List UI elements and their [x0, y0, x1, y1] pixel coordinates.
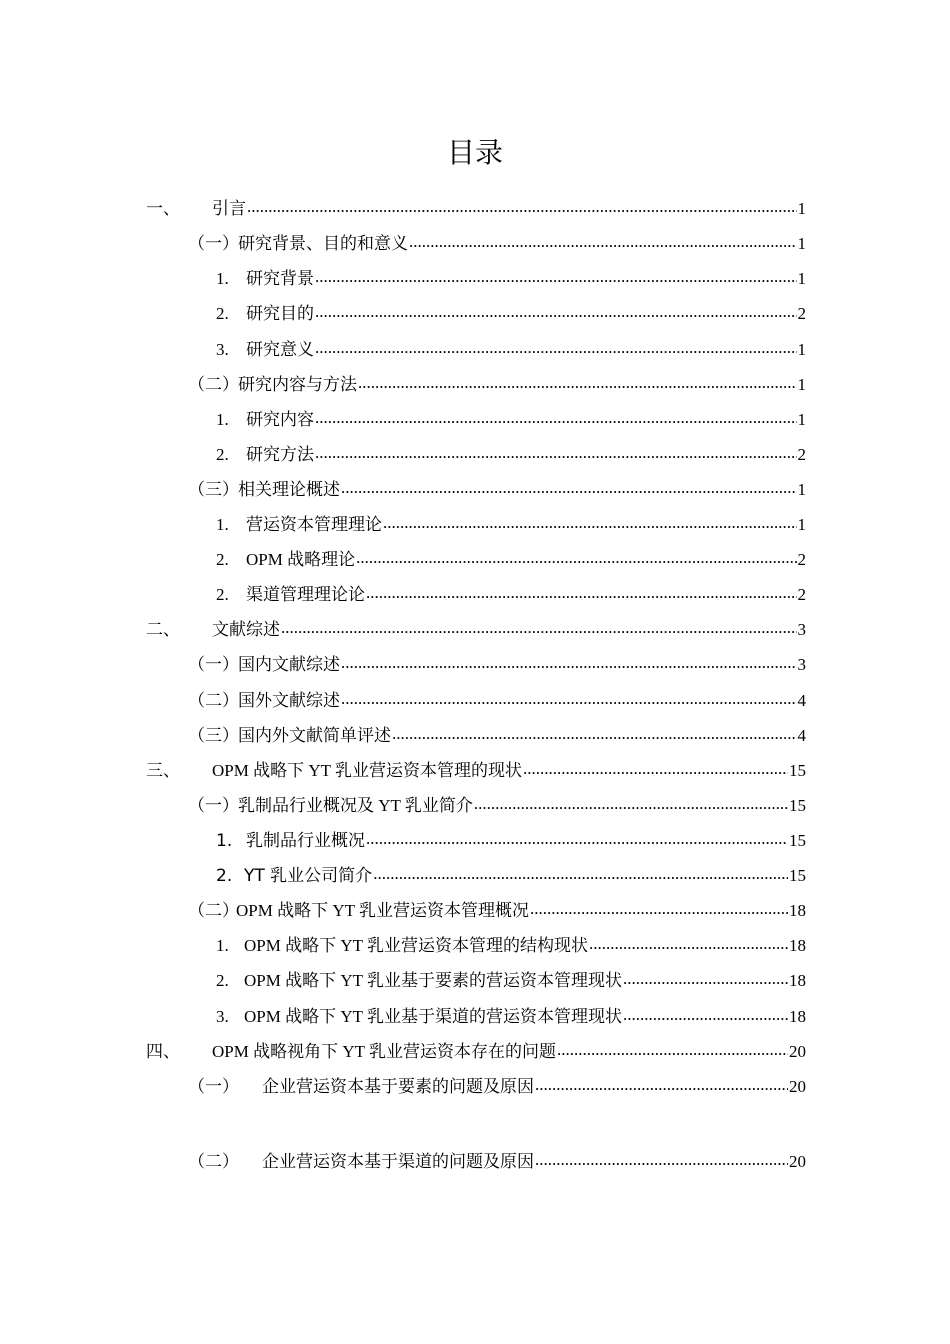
toc-entry-text: 营运资本管理理论 — [246, 515, 382, 534]
toc-leader-dots — [623, 1006, 788, 1028]
toc-entry-page: 4 — [797, 691, 806, 710]
toc-entry[interactable] — [216, 933, 806, 957]
toc-entry-number: 3. — [216, 1007, 229, 1026]
toc-entry-text: 研究意义 — [246, 340, 314, 359]
toc-entry-number: 2. — [216, 971, 229, 990]
toc-entry-text: 研究背景 — [246, 269, 314, 288]
toc-entry-number: （二） — [188, 375, 239, 394]
toc-entry[interactable] — [216, 547, 806, 571]
toc-entry[interactable] — [146, 617, 806, 641]
toc-entry-text: 引言 — [212, 199, 246, 218]
toc-entry-text: OPM 战略理论 — [246, 550, 356, 569]
toc-leader-dots — [341, 690, 797, 712]
toc-entry-number: 四、 — [146, 1042, 180, 1061]
toc-entry-text: 国内文献综述 — [238, 655, 340, 674]
toc-entry[interactable] — [216, 442, 806, 466]
toc-leader-dots — [247, 198, 797, 220]
toc-entry-text: 渠道管理理论论 — [246, 585, 365, 604]
toc-entry-page: 3 — [797, 620, 806, 639]
toc-leader-dots — [315, 303, 797, 325]
toc-entry-number: 3. — [216, 340, 229, 359]
toc-leader-dots — [373, 865, 788, 887]
toc-entry-text: OPM 战略下 YT 乳业基于要素的营运资本管理现状 — [244, 971, 622, 990]
toc-entry-number: （三） — [188, 726, 239, 745]
toc-entry-page: 18 — [789, 1007, 806, 1026]
toc-entry-page: 3 — [797, 655, 806, 674]
toc-leader-dots — [409, 233, 797, 255]
toc-entry-number: 三、 — [146, 761, 180, 780]
toc-entry-number: 一、 — [146, 199, 180, 218]
toc-leader-dots — [356, 549, 796, 571]
toc-leader-dots — [383, 514, 797, 536]
toc-entry-number: 2. — [216, 445, 229, 464]
toc-entry-text: 相关理论概述 — [238, 480, 340, 499]
toc-entry-text: 乳制品行业概况 — [246, 831, 365, 850]
toc-entry-number: （一） — [188, 1077, 239, 1096]
toc-leader-dots — [341, 654, 797, 676]
toc-entry-text: 国内外文献简单评述 — [238, 726, 391, 745]
toc-entry-page: 15 — [789, 866, 806, 885]
toc-entry-text: 研究背景、目的和意义 — [238, 234, 408, 253]
toc-leader-dots — [315, 339, 797, 361]
toc-entry-number: （二） — [188, 1152, 239, 1171]
toc-entry-text: YT 乳业公司简介 — [244, 866, 373, 886]
toc-leader-dots — [474, 795, 788, 817]
toc-entry-number: （一） — [188, 796, 239, 815]
toc-entry[interactable] — [188, 793, 806, 817]
toc-entry-text: 乳制品行业概况及 YT 乳业简介 — [238, 796, 473, 815]
toc-title: 目录 — [446, 136, 503, 169]
toc-entry-page: 2 — [797, 304, 806, 323]
toc-entry-text: 文献综述 — [212, 620, 280, 639]
toc-entry[interactable] — [188, 231, 806, 255]
toc-entry-page: 2 — [797, 445, 806, 464]
toc-entry[interactable] — [216, 828, 806, 852]
toc-leader-dots — [623, 970, 788, 992]
toc-leader-dots — [366, 584, 797, 606]
toc-entry[interactable] — [216, 301, 806, 325]
toc-entry-number: 1. — [216, 515, 229, 534]
toc-entry[interactable] — [188, 688, 806, 712]
toc-entry-page: 2 — [797, 585, 806, 604]
toc-entry-page: 1 — [797, 269, 806, 288]
toc-entry-number: （三） — [188, 480, 239, 499]
toc-entry-page: 18 — [789, 936, 806, 955]
toc-entry-page: 2 — [797, 550, 806, 569]
toc-entry-page: 18 — [789, 971, 806, 990]
toc-entry-text: 企业营运资本基于要素的问题及原因 — [262, 1077, 534, 1096]
toc-entry[interactable] — [146, 196, 806, 220]
toc-entry[interactable] — [216, 407, 806, 431]
toc-entry[interactable] — [146, 1039, 806, 1063]
toc-entry-number: 2. — [216, 550, 229, 569]
toc-entry-page: 15 — [789, 796, 806, 815]
toc-entry[interactable] — [216, 266, 806, 290]
toc-entry-number: （一） — [188, 234, 239, 253]
toc-entry[interactable] — [146, 758, 806, 782]
toc-leader-dots — [358, 374, 797, 396]
toc-entry-page: 20 — [789, 1042, 806, 1061]
toc-entry-page: 1 — [797, 199, 806, 218]
toc-entry-text: OPM 战略下 YT 乳业营运资本管理概况 — [236, 901, 529, 920]
toc-entry-page: 15 — [789, 831, 806, 850]
toc-entry[interactable] — [216, 1004, 806, 1028]
toc-entry-number: （一） — [188, 655, 239, 674]
toc-entry-number: 2. — [216, 585, 229, 604]
toc-leader-dots — [315, 409, 797, 431]
toc-entry-number: （二） — [188, 691, 239, 710]
toc-entry-text: 研究方法 — [246, 445, 314, 464]
toc-entry[interactable] — [188, 898, 806, 922]
toc-leader-dots — [281, 619, 797, 641]
toc-entry[interactable] — [188, 477, 806, 501]
toc-entry[interactable] — [216, 582, 806, 606]
toc-leader-dots — [315, 444, 797, 466]
toc-entry[interactable] — [188, 652, 806, 676]
toc-entry-page: 1 — [797, 410, 806, 429]
toc-entry-page: 20 — [789, 1077, 806, 1096]
toc-entry-number: 二、 — [146, 620, 180, 639]
toc-leader-dots — [341, 479, 797, 501]
toc-entry-text: 研究内容与方法 — [238, 375, 357, 394]
toc-entry[interactable] — [216, 512, 806, 536]
toc-entry-number: 2. — [216, 866, 233, 886]
toc-entry-text: OPM 战略视角下 YT 乳业营运资本存在的问题 — [212, 1042, 556, 1061]
toc-entry-number: （二） — [188, 901, 239, 920]
toc-entry[interactable] — [188, 372, 806, 396]
toc-entry-page: 1 — [797, 515, 806, 534]
toc-entry-text: OPM 战略下 YT 乳业基于渠道的营运资本管理现状 — [244, 1007, 622, 1026]
toc-leader-dots — [589, 935, 788, 957]
toc-entry-page: 1 — [797, 375, 806, 394]
toc-leader-dots — [535, 1076, 788, 1098]
toc-entry-text: OPM 战略下 YT 乳业营运资本管理的现状 — [212, 761, 522, 780]
toc-entry-text: OPM 战略下 YT 乳业营运资本管理的结构现状 — [244, 936, 588, 955]
toc-entry-text: 研究内容 — [246, 410, 314, 429]
toc-leader-dots — [530, 900, 788, 922]
toc-entry[interactable] — [216, 337, 806, 361]
toc-leader-dots — [366, 830, 788, 852]
toc-entry-page: 1 — [797, 234, 806, 253]
toc-entry-text: 国外文献综述 — [238, 691, 340, 710]
toc-entry-number: 2. — [216, 304, 229, 323]
toc-entry-number: 1. — [216, 831, 233, 851]
toc-entry-page: 1 — [797, 480, 806, 499]
toc-leader-dots — [535, 1151, 788, 1173]
toc-entry-number: 1. — [216, 410, 229, 429]
toc-entry[interactable] — [188, 1149, 806, 1173]
toc-entry-text: 研究目的 — [246, 304, 314, 323]
toc-entry[interactable] — [188, 723, 806, 747]
toc-entry-page: 18 — [789, 901, 806, 920]
toc-entry-text: 企业营运资本基于渠道的问题及原因 — [262, 1152, 534, 1171]
toc-entry-page: 20 — [789, 1152, 806, 1171]
toc-leader-dots — [315, 268, 797, 290]
toc-entry[interactable] — [216, 863, 806, 887]
toc-leader-dots — [392, 725, 797, 747]
toc-entry-number: 1. — [216, 269, 229, 288]
toc-entry-page: 15 — [789, 761, 806, 780]
toc-leader-dots — [523, 760, 788, 782]
toc-entry[interactable] — [216, 968, 806, 992]
toc-entry-page: 4 — [797, 726, 806, 745]
toc-entry-page: 1 — [797, 340, 806, 359]
toc-entry[interactable] — [188, 1074, 806, 1098]
toc-leader-dots — [557, 1041, 788, 1063]
toc-entry-number: 1. — [216, 936, 229, 955]
